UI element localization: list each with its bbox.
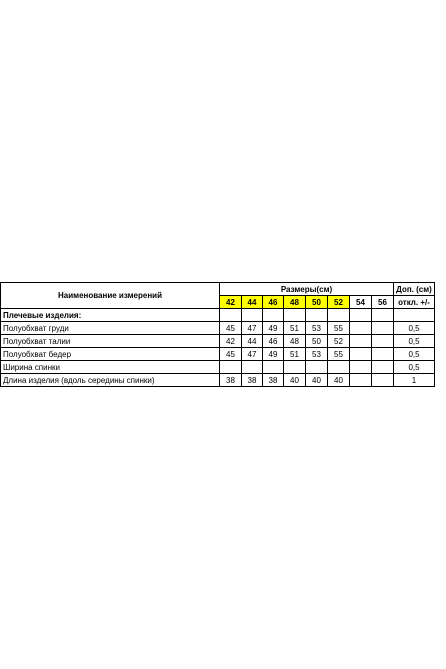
row-name-cell: Ширина спинки [1,361,220,374]
value-cell: 53 [306,348,328,361]
value-cell: 51 [284,322,306,335]
value-cell: 47 [242,348,263,361]
empty-cell [306,309,328,322]
value-cell [372,374,394,387]
value-cell: 55 [328,348,350,361]
empty-cell [328,309,350,322]
value-cell: 48 [284,335,306,348]
tolerance-cell: 1 [394,374,435,387]
size-header-cell: 48 [284,296,306,309]
tolerance-cell: 0,5 [394,322,435,335]
value-cell [372,322,394,335]
tolerance-cell: 0,5 [394,348,435,361]
value-cell [350,361,372,374]
value-cell [328,361,350,374]
value-cell [242,361,263,374]
size-header-cell: 54 [350,296,372,309]
table-row [1,335,435,348]
section-label-cell: Плечевые изделия: [1,309,220,322]
value-cell [372,335,394,348]
empty-cell [242,309,263,322]
value-cell [350,348,372,361]
value-cell: 53 [306,322,328,335]
value-cell [220,361,242,374]
value-cell [284,361,306,374]
tolerance-cell: 0,5 [394,335,435,348]
size-header-cell: 52 [328,296,350,309]
value-cell: 49 [263,322,284,335]
value-cell [350,374,372,387]
table-row [1,361,435,374]
empty-cell [263,309,284,322]
value-cell: 51 [284,348,306,361]
value-cell [372,348,394,361]
value-cell: 38 [242,374,263,387]
value-cell: 55 [328,322,350,335]
value-cell: 42 [220,335,242,348]
header-sizes-cell: Размеры(см) [220,283,394,296]
value-cell [372,361,394,374]
table-row [1,374,435,387]
value-cell: 38 [263,374,284,387]
value-cell: 40 [306,374,328,387]
value-cell [263,361,284,374]
value-cell: 44 [242,335,263,348]
size-header-cell: 56 [372,296,394,309]
value-cell: 45 [220,348,242,361]
section-row [1,309,435,322]
row-name-cell: Полуобхват талии [1,335,220,348]
header-extra-bottom-cell: откл. +/- [394,296,435,309]
value-cell: 46 [263,335,284,348]
value-cell: 45 [220,322,242,335]
value-cell: 40 [284,374,306,387]
value-cell [350,322,372,335]
empty-cell [350,309,372,322]
row-name-cell: Полуобхват груди [1,322,220,335]
empty-cell [394,309,435,322]
empty-cell [284,309,306,322]
value-cell [350,335,372,348]
size-header-cell: 42 [220,296,242,309]
tolerance-cell: 0,5 [394,361,435,374]
value-cell: 50 [306,335,328,348]
value-cell: 38 [220,374,242,387]
header-row-1 [1,283,435,296]
value-cell [306,361,328,374]
table-row [1,348,435,361]
header-extra-top-cell: Доп. (см) [394,283,435,296]
header-name-cell: Наименование измерений [1,283,220,309]
empty-cell [372,309,394,322]
size-header-cell: 44 [242,296,263,309]
size-header-cell: 50 [306,296,328,309]
value-cell: 52 [328,335,350,348]
size-table [0,282,435,387]
table-row [1,322,435,335]
empty-cell [220,309,242,322]
value-cell: 47 [242,322,263,335]
value-cell: 49 [263,348,284,361]
row-name-cell: Полуобхват бедер [1,348,220,361]
value-cell: 40 [328,374,350,387]
size-header-cell: 46 [263,296,284,309]
row-name-cell: Длина изделия (вдоль середины спинки) [1,374,220,387]
